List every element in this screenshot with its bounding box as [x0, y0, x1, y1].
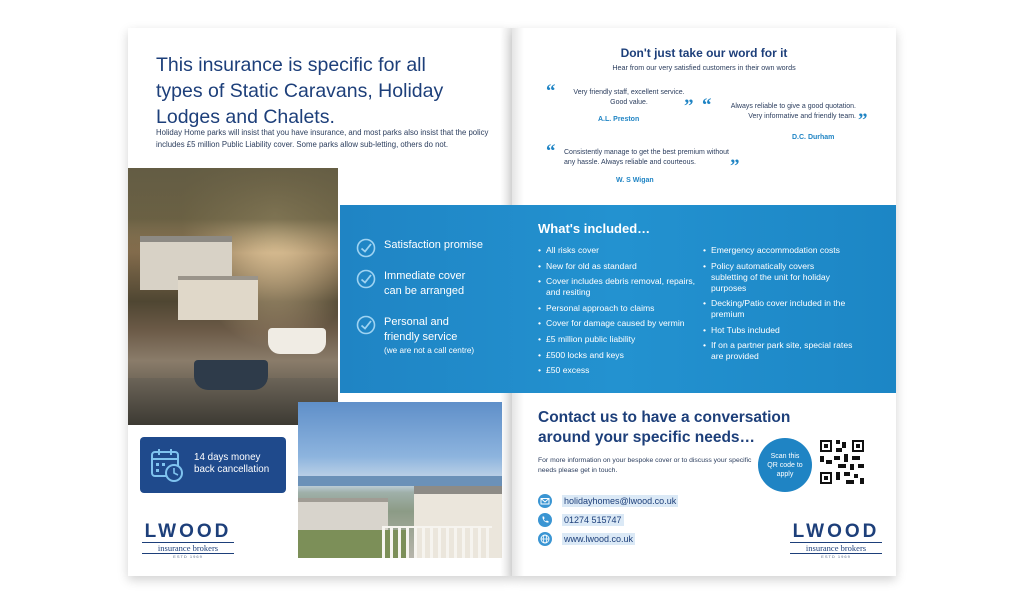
testimonial-quote-1: “ Very friendly staff, excellent service. Good value. ” A.L. Preston: [546, 81, 694, 123]
contact-text: For more information on your bespoke cover or to discuss your specific needs please get in touch.: [538, 457, 752, 474]
email-icon: [538, 494, 552, 508]
coastal-park-photo: [298, 402, 502, 558]
page-headline: This insurance is specific for all types of Static Caravans, Holiday Lodges and Chalets.: [156, 54, 444, 128]
contact-title: Contact us to have a conversation around your specific needs…: [538, 409, 791, 446]
included-list-col1: [538, 245, 698, 381]
testimonials-subtitle: Hear from our very satisfied customers in their own words: [612, 63, 796, 72]
dusk-marina-photo: [128, 168, 338, 425]
list-item: • £5 million public liability: [538, 334, 698, 345]
website-link[interactable]: www.lwood.co.uk: [564, 534, 634, 544]
features-band: Satisfaction promise Immediate cover can be arranged Personal and friendly service (we are not a call centre) What's included… • All risks cover • New for old as standard • Cover includes debris removal, repairs, and resiting • Personal approach to claims • Cover for damage caused by vermin • £5 million public liability • £500 locks and keys • £50 excess • Emergency accommodation costs • Policy automatically covers subletting of the unit for holiday purposes • Decking/Patio cover included in the premium • Hot Tubs included • If on a partner park site, special rates are provided: [340, 205, 896, 393]
badge-text: 14 days money back cancellation: [194, 452, 270, 475]
phone-number[interactable]: 01274 515747: [564, 515, 622, 525]
list-item: • New for old as standard: [538, 261, 698, 272]
testimonial-quote-3: “ Consistently manage to get the best premium without any hassle. Always reliable and courteous. ” W. S Wigan: [546, 141, 740, 184]
list-item: • Decking/Patio cover included in the premium: [703, 298, 853, 320]
phone-icon: [538, 513, 552, 527]
lwood-logo: LWOOD insurance brokers ESTD 1969: [790, 522, 882, 556]
list-item: • Policy automatically covers subletting of the unit for holiday purposes: [703, 261, 853, 294]
calendar-clock-icon: [150, 447, 184, 483]
qr-callout: Scan this QR code to apply: [758, 438, 812, 492]
open-quote-icon: “: [702, 95, 712, 116]
globe-icon: [538, 532, 552, 546]
list-item: • All risks cover: [538, 245, 698, 256]
check-circle-icon: [356, 269, 376, 289]
list-item: • £50 excess: [538, 365, 698, 376]
open-quote-icon: “: [546, 81, 556, 102]
list-item: • Cover for damage caused by vermin: [538, 318, 698, 329]
check-circle-icon: [356, 315, 376, 335]
included-list-col2: [703, 245, 853, 367]
testimonials-title: Don't just take our word for it: [620, 46, 788, 60]
list-item: • Personal approach to claims: [538, 303, 698, 314]
list-item: • Emergency accommodation costs: [703, 245, 853, 256]
close-quote-icon: ”: [684, 96, 694, 117]
check-circle-icon: [356, 238, 376, 258]
whats-included-title: What's included…: [538, 221, 651, 236]
list-item: • Cover includes debris removal, repairs, and resiting: [538, 276, 698, 298]
lwood-logo: LWOOD insurance brokers ESTD 1969: [142, 522, 234, 556]
testimonial-quote-2: “ Always reliable to give a good quotation. Very informative and friendly team. ” D.C. Durham: [702, 95, 868, 141]
list-item: • If on a partner park site, special rates are provided: [703, 340, 853, 362]
list-item: • Hot Tubs included: [703, 325, 853, 336]
email-link[interactable]: holidayhomes@lwood.co.uk: [564, 496, 677, 506]
open-quote-icon: “: [546, 141, 556, 162]
close-quote-icon: ”: [730, 156, 740, 177]
intro-paragraph: Holiday Home parks will insist that you have insurance, and most parks also insist that the policy includes £5 million Public Liability cover. Some parks allow sub-letting, others do not.: [156, 128, 489, 149]
list-item: • £500 locks and keys: [538, 350, 698, 361]
cancellation-badge: [140, 437, 286, 493]
close-quote-icon: ”: [858, 110, 868, 131]
qr-code-icon[interactable]: [818, 438, 866, 486]
